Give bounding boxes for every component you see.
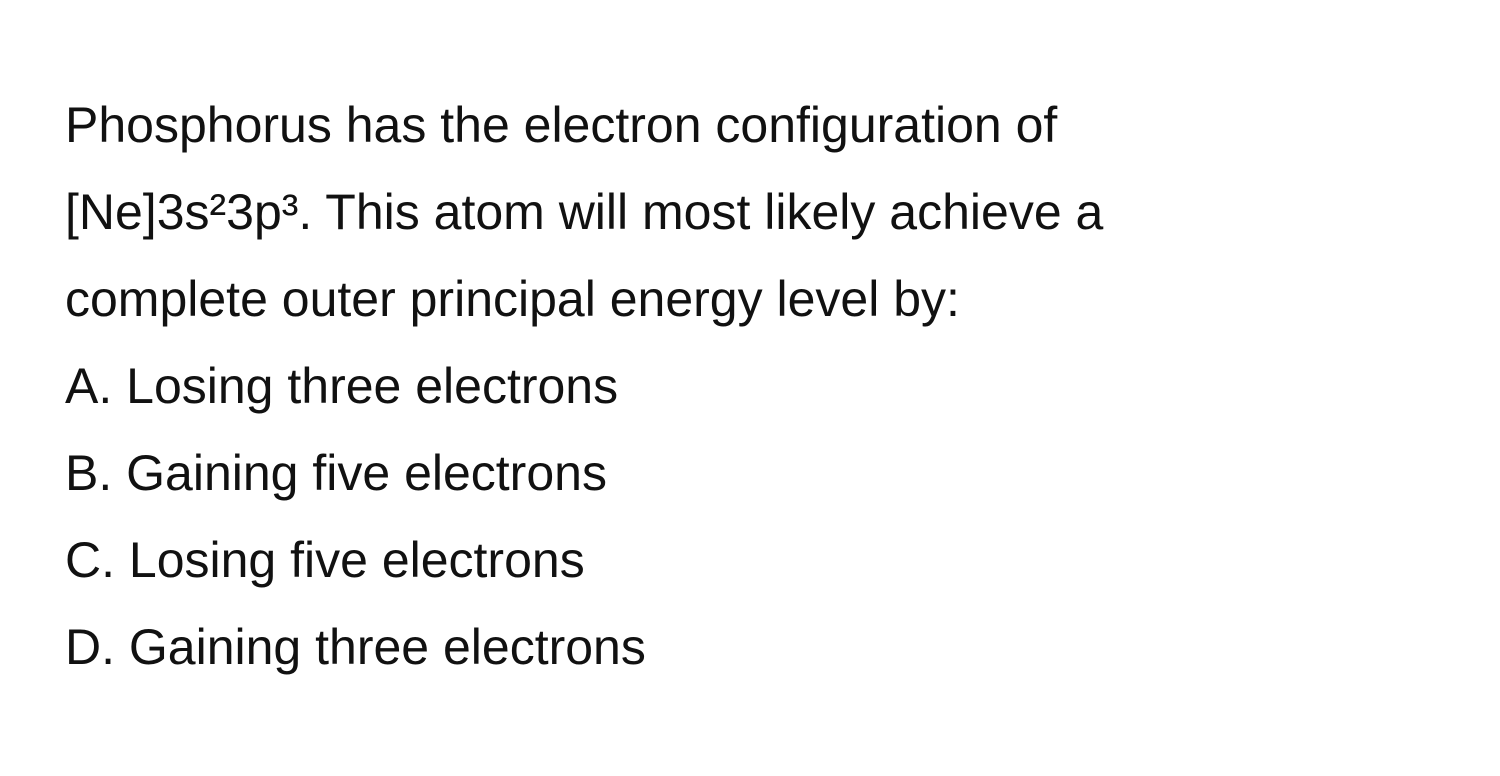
question-stem — [65, 82, 1465, 343]
question-stem-line: [Ne]3s²3p³. This atom will most likely achieve a — [65, 184, 1104, 240]
answer-option-d: D. Gaining three electrons — [65, 619, 646, 675]
answer-option-c: C. Losing five electrons — [65, 532, 585, 588]
question-stem-line: complete outer principal energy level by: — [65, 271, 960, 327]
question-stem-line: Phosphorus has the electron configuration of — [65, 97, 1058, 153]
question-card — [65, 82, 1465, 691]
answer-option-b: B. Gaining five electrons — [65, 445, 607, 501]
answer-option-a: A. Losing three electrons — [65, 358, 619, 414]
answer-options — [65, 343, 1465, 691]
